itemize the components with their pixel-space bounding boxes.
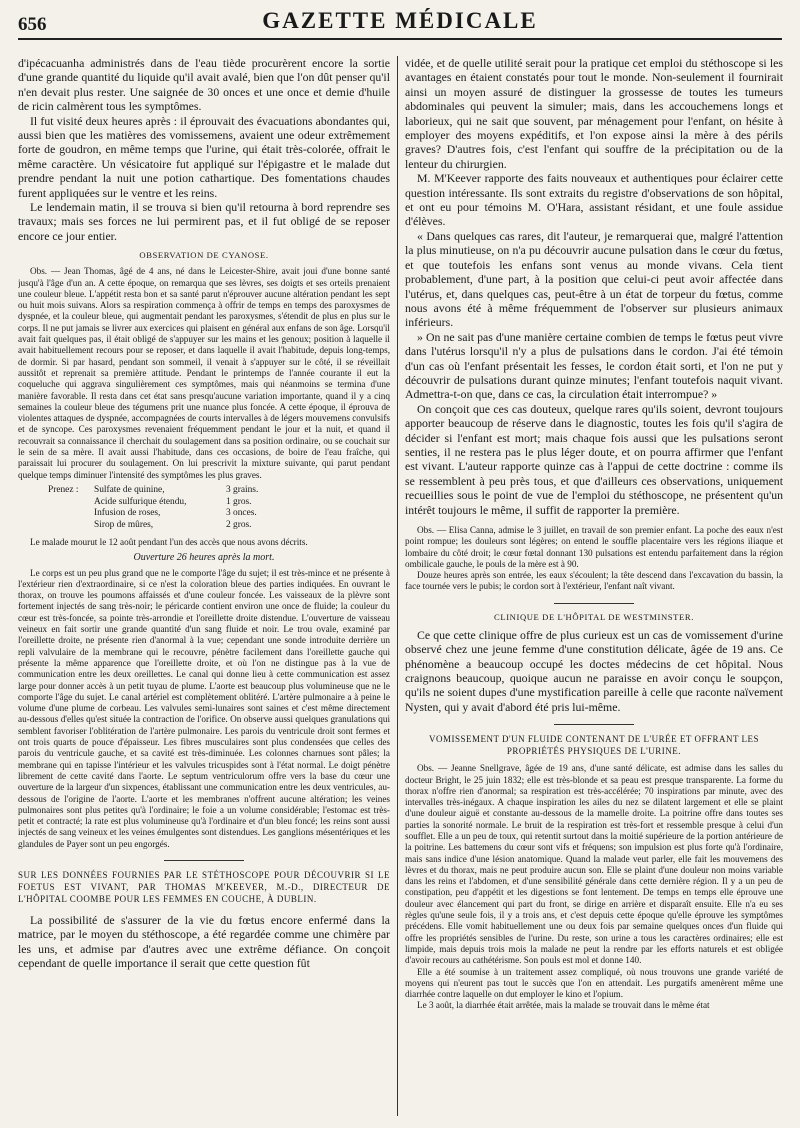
drug-dose: 1 gros. xyxy=(226,496,252,507)
divider xyxy=(554,724,634,725)
section-heading: OBSERVATION DE CYANOSE. xyxy=(139,250,269,261)
subheading: Ouverture 26 heures après la mort. xyxy=(133,551,275,563)
article-heading: VOMISSEMENT D'UN FLUIDE CONTENANT DE L'URÉE ET OFFRANT LES PROPRIÉTÉS PHYSIQUES DE L'URINE. xyxy=(428,734,760,757)
observation-text: Obs. — Jean Thomas, âgé de 4 ans, né dans le Leicester-Shire, avait joui d'une bonne santé jusqu'à l'âge d'un an. A cette époque, on remarqua que ses lèvres, ses doigts et ses orteils prenaient une couleur bleue. L'appétit resta bon et sa santé parut n'éprouver aucune altération pendant les sept ou huit mois suivans. Alors sa respiration commença à offrir de temps en temps des paroxysmes de dyspnée, et la couleur bleue, qui augmentait pendant les paroxysmes, s'étendit de plus en plus sur le corps. Il ne put jamais se livrer aux exercices qui plaisent en général aux enfans de son âge. Lorsqu'il avait fait quelques pas, il était obligé de s'appuyer sur les mains et les genoux; position à laquelle il avait habituellement recours pour se reposer, et dans laquelle il avait l'habitude, depuis long-temps, de dormir. Si par hasard, pendant son sommeil, il venait à s'appuyer sur le côté, il se réveillait aussitôt et reprenait sa première attitude. Pendant le printemps de l'année courante il eut la coqueluche qui aggrava singulièrement ces symptômes, mais qui néanmoins se termina d'une manière favorable. Il resta dans cet état sans presqu'aucune variation importante, quand il y a cinq semaines la couleur bleue des tégumens prit une nuance plus foncée. A cette époque, il éprouva de violentes attaques de dyspnée, accompagnées de courts intervalles à de légers mouvemens convulsifs et de syncope. Ces paroxysmes revenaient fréquemment pendant le jour et la nuit, et quand il recouvrait sa connaissance il cherchait du soulagement dans sa position ordinaire, ou se couchait sur le sein de sa mère. Il avait aussi l'habitude, dans ces occasions, de boire de l'eau fraîche, qui paraissait lui procurer du soulagement. On lui prescrivit la mixture suivante, qui parut pendant quelque temps diminuer l'intensité des symptômes les plus graves. xyxy=(18,266,390,480)
prescription-line xyxy=(48,497,390,509)
drug-dose: 2 gros. xyxy=(226,519,252,530)
drug-name: Sirop de mûres, xyxy=(94,519,154,530)
observation-text: Obs. — Elisa Canna, admise le 3 juillet, en travail de son premier enfant. La poche des eaux n'est point rompue; les douleurs sont légères; on entend le souffle placentaire vers les régions iliaque et lombaire du côté droit; le cœur fœtal donnant 130 pulsations est entendu parfaitement dans la région ombilicale gauche, le pouls de la mère est à 90. xyxy=(405,525,783,569)
prescription-line xyxy=(48,485,390,497)
page-header xyxy=(18,8,782,40)
paragraph: d'ipécacuanha administrés dans de l'eau tiède procurèrent encore la sortie d'une grande quantité du liquide qu'il avait avalé, bien que l'on dût penser qu'il n'en devait plus rester. Une saignée de 30 onces et une once et demie d'huile de ricin calmèrent tous les symptômes. xyxy=(18,56,390,114)
paragraph: On conçoit que ces cas douteux, quelque rares qu'ils soient, devront toujours apporter beaucoup de réserve dans le diagnostic, toutes les fois qu'il s'agira de décider si l'enfant est mort; mais chaque fois aussi que les pulsations seront senties, il ne restera pas le plus léger doute, et on pourra affirmer que l'enfant est vivant. L'auteur rapporte quinze cas à l'appui de cette doctrine : comme ils se ressemblent à peu près tous, et que d'ailleurs ces observations, uniquement recueillies sous le point de vue de l'emploi du stéthoscope, ne présentent qu'un intérêt toujours le même, il suffit de rapporter la première. xyxy=(405,401,783,517)
drug-dose: 3 grains. xyxy=(226,484,259,495)
prescription xyxy=(48,485,390,531)
column-divider xyxy=(397,56,398,1116)
page-number: 656 xyxy=(18,14,47,35)
paragraph: Le lendemain matin, il se trouva si bien qu'il retourna à bord reprendre ses travaux; mais ses forces ne lui permirent pas, et il fut obligé de se reposer encore ce jour entier. xyxy=(18,200,390,243)
drug-dose: 3 onces. xyxy=(226,508,257,519)
quoted-paragraph: » On ne sait pas d'une manière certaine combien de temps le fœtus peut vivre dans l'utérus lorsqu'il n'y a plus de pulsations dans le cordon. J'ai été témoin d'un cas où l'enfant présentait les fesses, le cordon était sorti, et l'on ne put y découvrir de pulsations durant quinze minutes; l'enfant toutefois naquit vivant. Admettra-t-on que, dans ce cas, la circulation était interrompue? » xyxy=(405,329,783,402)
observation-text: Douze heures après son entrée, les eaux s'écoulent; la tête descend dans l'excavation du bassin, la face tournée vers le pubis; le cordon sort à l'extérieur, l'enfant naît vivant. xyxy=(405,570,783,592)
quoted-paragraph: « Dans quelques cas rares, dit l'auteur, je remarquerai que, malgré l'attention la plus minutieuse, on n'a pu découvrir aucune pulsation dans le cœur du fœtus, et que toutefois les enfans sont venus au monde vivans. Cela tient probablement, d'une part, à la position que celui-ci peut avoir affectée dans l'utérus, et, dans quelques cas, peut-être à un état de torpeur du fœtus, comme nous avons été à même fréquemment de l'observer sur plusieurs animaux inférieurs. xyxy=(405,228,783,330)
paragraph: Le 3 août, la diarrhée était arrêtée, mais la malade se trouvait dans le même état xyxy=(417,1000,710,1011)
paragraph: Il fut visité deux heures après : il éprouvait des évacuations abondantes qui, aussi bien que les matières des vomissemens, avaient une odeur extrêmement forte de goudron, en même temps que l'urine, qui était très-colorée, offrait le même caractère. Un vésicatoire fut appliqué sur l'épigastre et le malade dut prendre pendant la nuit une potion cathartique. Des fomentations chaudes furent appliquées sur le ventre et les reins. xyxy=(18,113,390,200)
paragraph: La possibilité de s'assurer de la vie du fœtus encore enfermé dans la matrice, par le moyen du stéthoscope, a été regardée comme une chimère par les uns, et admise par d'autres avec une extrême défiance. On conçoit cependant de quelle importance il serait que cette question fût xyxy=(18,913,390,971)
divider xyxy=(554,603,634,604)
left-column xyxy=(18,56,390,1121)
article-heading: SUR LES DONNÉES FOURNIES PAR LE STÉTHOSCOPE POUR DÉCOUVRIR SI LE FOETUS EST VIVANT, PAR THOMAS M'KEEVER, M.-D., DIRECTEUR DE L'HÔPITAL COOMBE POUR LES FEMMES EN COUCHE, À DUBLIN. xyxy=(18,870,390,905)
paragraph: M. M'Keever rapporte des faits nouveaux et authentiques pour éclairer cette question intéressante. Ils sont extraits du registre d'observations de son hôpital, et ont eu pour témoins M. O'Hara, assistant résidant, et une foule assidue d'élèves. xyxy=(405,171,783,229)
drug-name: Acide sulfurique étendu, xyxy=(94,496,187,507)
autopsy-text: Le corps est un peu plus grand que ne le comporte l'âge du sujet; il est très-mince et ne présente à l'extérieur rien d'extraordinaire, si ce n'est la coloration bleue des parties indiquées. En ouvrant le thorax, on trouve les poumons affaissés et d'une couleur foncée. Les vaisseaux de la plèvre sont fortement injectés de sang très-noir; le péricarde contient environ une once de fluide; la couleur du cœur est très-foncée, sa pointe très-arrondie et l'oreillette droite distendue. L'ouverture de vaisseau veineux en fait sortir une grande quantité d'un sang fluide et noir. Le trou ovale, examiné par l'oreillette droite, ne présente rien d'anormal à la vue; cependant une sonde introduite derrière un repli valvulaire de la membrane qui le recouvre, pénètre facilement dans l'oreillette gauche qui présente la même apparence que l'oreillette droite, et où l'on ne distingue pas à la vue de communication entre les deux oreillettes. Le canal qui donne lieu à cette communication est assez large pour donner accès à un petit tuyau de plume. L'aorte est beaucoup plus volumineuse que ne le comporte l'âge du sujet. Le canal artériel est complètement oblitéré. L'artère pulmonaire a à peine le volume d'une plume de corbeau. Les valvules semi-lunaires sont saines et c'est même directement au-dessous d'elles qu'est située la contraction de l'orifice. On observe aussi quelques granulations qui semblent favoriser l'oblitération de l'artère pulmonaire. Les parois du ventricule droit sont fermes et ont trois quarts de pouce d'épaisseur. Les fibres musculaires sont plus condensées que celles des parois du ventricule gauche, et sa cavité est très-diminuée. Les colonnes charnues sont pâles; la membrane qui en tapisse l'intérieur et les valvules tricuspides sont à l'état normal. Le doigt pénètre librement de cette cavité dans l'aorte. Le septum ventriculorum offre vers la base du cœur une ouverture de la largeur d'un sixpences, établissant une communication entre les deux ventricules, au-dessous de l'origine de l'aorte. L'aorte et les membranes n'offrent aucune altération; les veines pulmonaires sont plus petites qu'à l'ordinaire; le foie a un volume considérable; l'estomac est très-petit et contracté; la rate est plus volumineuse qu'à l'ordinaire et d'un bleu foncé; les reins sont aussi injectés de sang veineux et les veines émulgentes sont distendues. Les ganglions mésentériques et les glandules de Payer sont un peu engorgés. xyxy=(18,567,390,849)
prescription-label: Prenez : xyxy=(48,484,79,495)
paragraph: vidée, et de quelle utilité serait pour la pratique cet emploi du stéthoscope si les avantages en étaient constatés pour tout le monde. Non-seulement il fournirait ainsi un moyen assuré de distinguer la grossesse de toutes les tumeurs abdominales qui peuvent la simuler; mais, dans les accouchemens longs et laborieux, qui ne sait que souvent, par ménagement pour l'enfant, on hésite à employer des moyens expéditifs, et l'on expose ainsi la mère à des périls graves? D'autres fois, c'est l'enfant qui souffre de la précipitation ou de la lenteur du chirurgien. xyxy=(405,56,783,171)
section-heading: CLINIQUE DE L'HÔPITAL DE WESTMINSTER. xyxy=(494,611,694,622)
divider xyxy=(164,860,244,861)
drug-name: Sulfate de quinine, xyxy=(94,484,165,495)
prescription-line xyxy=(48,520,390,532)
prescription-line xyxy=(48,508,390,520)
paragraph: Le malade mourut le 12 août pendant l'un des accès que nous avons décrits. xyxy=(30,537,308,548)
right-column xyxy=(405,56,783,1121)
paragraph: Ce que cette clinique offre de plus curieux est un cas de vomissement d'urine observé chez une jeune femme d'une constitution délicate, âgée de 19 ans. Ce phénomène a beaucoup occupé les doctes médecins de cet hôpital. Nous craignons beaucoup, quoique aucun ne paraisse en avoir conçu le soupçon, qu'ils ne soient dupes d'une mystification pareille à celle que raconte naïvement Nysten, qui y avait d'abord été pris lui-même. xyxy=(405,627,783,714)
paragraph: Elle a été soumise à un traitement assez compliqué, où nous trouvons une grande variété de moyens qui n'eurent pas tout le succès que l'on en attendait. Les purgatifs amenèrent même une diarrhée contre laquelle on dut employer le kino et l'opium. xyxy=(405,966,783,1000)
observation-text: Obs. — Jeanne Snellgrave, âgée de 19 ans, d'une santé délicate, est admise dans les salles du docteur Bright, le 25 juin 1832; elle est très-blonde et sa peau est presque transparente. La forme du thorax n'offre rien d'anormal; sa respiration est très-accélérée; 70 inspirations par minute, avec des intervalles très-inégaux. A chaque inspiration les ailes du nez se dilatent largement et elle se plaint d'une douleur aiguë et constante au-dessous de la mamelle droite. La poitrine offre dans toutes ses parties la sonorité normale. Le bruit de la respiration est très-fort et ressemble presque à celui d'un soufflet. Elle a un peu de toux, qui retentit surtout dans la moitié supérieure de la portion antérieure de la poitrine. Les battemens du cœur sont vifs et fréquens; son impulsion est plus forte qu'à l'ordinaire, mais sans indice d'une lésion anatomique. Quand la malade veut parler, elle fait les mouvemens des lèvres et du thorax, mais ne peut produire aucun son. Elle se plaint d'une douleur non moins variable dans les reins et l'abdomen, et d'une sensibilité générale dans cette dernière région. Il y a un peu de constipation, peu d'appétit et les digestions se font lentement. De temps en temps elle éprouve une douleur avec élancement qui part du front, se dirige en arrière et disparaît ensuite. Elle n'a eu ses règles qu'une seule fois, il y a trois ans, et c'est depuis cette époque qu'elle éprouve les symptômes précédens. Elle vomit habituellement une ou deux fois par semaine quelques onces d'un fluide qui offre les propriétés sensibles de l'urine. Du reste, son urine a tous les caractères ordinaires; elle est limpide, mais depuis trois mois la malade ne peut la rendre par les efforts naturels et est obligée d'avoir recours au cathétérisme. Son pouls est mol et donne 140. xyxy=(405,763,783,966)
drug-name: Infusion de roses, xyxy=(94,508,161,519)
masthead-title: GAZETTE MÉDICALE xyxy=(262,8,538,33)
